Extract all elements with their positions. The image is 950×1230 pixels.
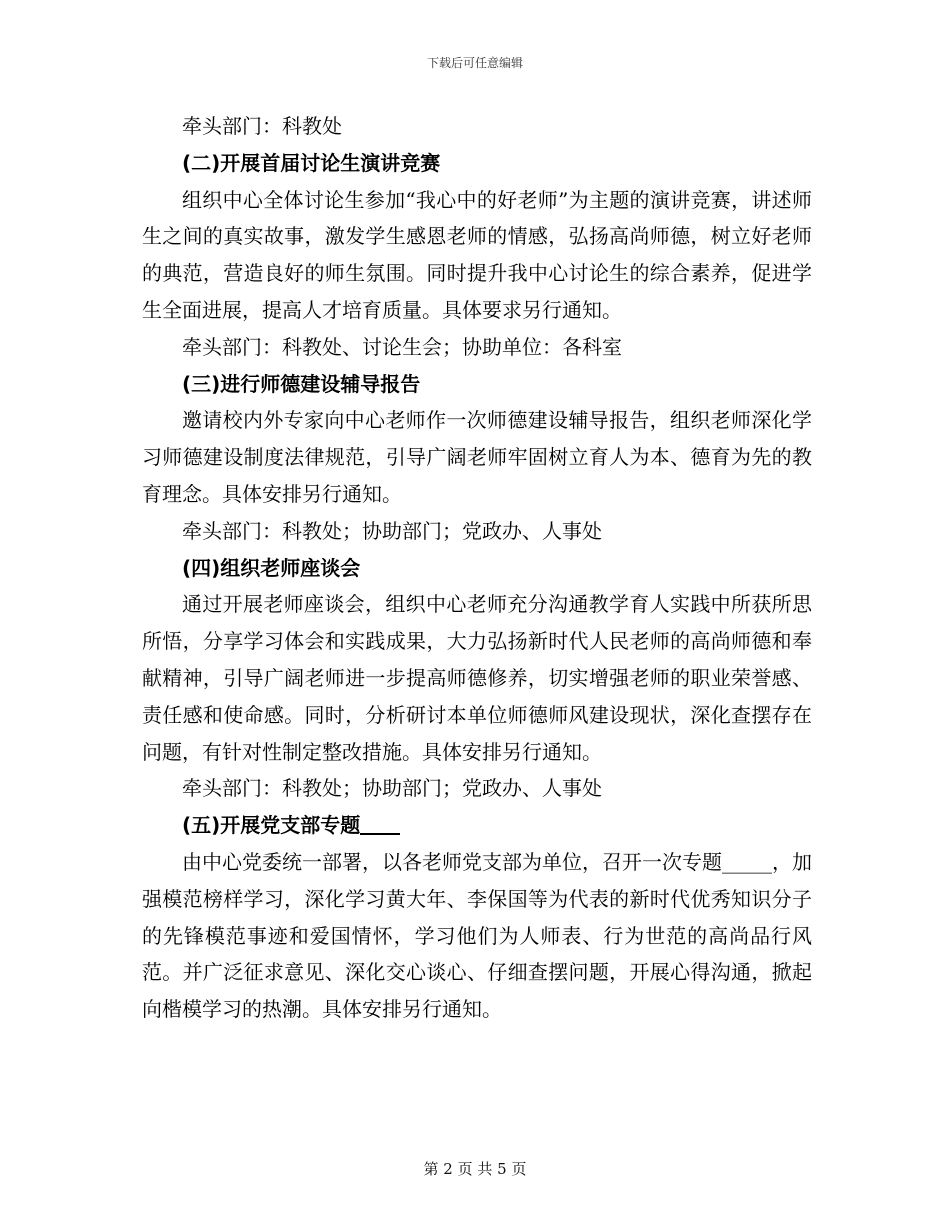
section-5-paragraph-start: 由中心党委统一部署，以各老师党支部为单位，召开一次专题 <box>182 849 722 874</box>
section-3-title: (三)进行师德建设辅导报告 <box>182 371 421 396</box>
section-5-title <box>142 807 812 844</box>
section-4-lead-department: 牵头部门：科教处；协助部门；党政办、人事处 <box>182 776 602 801</box>
document-body <box>142 108 812 1028</box>
title-blank-underline <box>360 813 400 835</box>
section-5-paragraph <box>142 844 812 1028</box>
section-5-paragraph-blank: ____ <box>722 849 762 874</box>
section-5-title-text: (五)开展党支部专题 <box>182 813 361 838</box>
page-header <box>0 54 950 71</box>
section-4-title: (四)组织老师座谈会 <box>182 555 361 580</box>
section-2-title: (二)开展首届讨论生演讲竞赛 <box>182 150 441 175</box>
section-5-paragraph-end: _，加强模范榜样学习，深化学习黄大年、李保国等为代表的新时代优秀知识分子的先锋模范事迹和爱国情怀，学习他们为人师表、行为世范的高尚品行风范。并广泛征求意见、深化交心谈心、仔细查摆问题，开展心得沟通，掀起向楷模学习的热潮。具体安排另行通知。 <box>142 849 812 1022</box>
lead-department-1: 牵头部门：科教处 <box>182 114 342 138</box>
page-footer <box>0 1158 950 1179</box>
section-3-lead-department: 牵头部门：科教处；协助部门；党政办、人事处 <box>182 518 602 543</box>
section-4-paragraph: 通过开展老师座谈会，组织中心老师充分沟通教学育人实践中所获所思所悟，分享学习体会和实践成果，大力弘扬新时代人民老师的高尚师德和奉献精神，引导广阔老师进一步提高师德修养，切实增强老师的职业荣誉感、责任感和使命感。同时，分析研讨本单位师德师风建设现状，深化查摆存在问题，有针对性制定整改措施。具体安排另行通知。 <box>142 592 812 764</box>
page-number: 第 2 页 共 5 页 <box>423 1160 527 1178</box>
header-text: 下载后可任意编辑 <box>426 56 523 70</box>
section-2-lead-department: 牵头部门：科教处、讨论生会；协助单位：各科室 <box>182 334 622 359</box>
section-2-paragraph: 组织中心全体讨论生参加“我心中的好老师”为主题的演讲竞赛，讲述师生之间的真实故事，激发学生感恩老师的情感，弘扬高尚师德，树立好老师的典范，营造良好的师生氛围。同时提升我中心讨论生的综合素养，促进学生全面进展，提高人才培育质量。具体要求另行通知。 <box>142 187 812 322</box>
section-3-paragraph: 邀请校内外专家向中心老师作一次师德建设辅导报告，组织老师深化学习师德建设制度法律规范，引导广阔老师牢固树立育人为本、德育为先的教育理念。具体安排另行通知。 <box>142 408 812 506</box>
